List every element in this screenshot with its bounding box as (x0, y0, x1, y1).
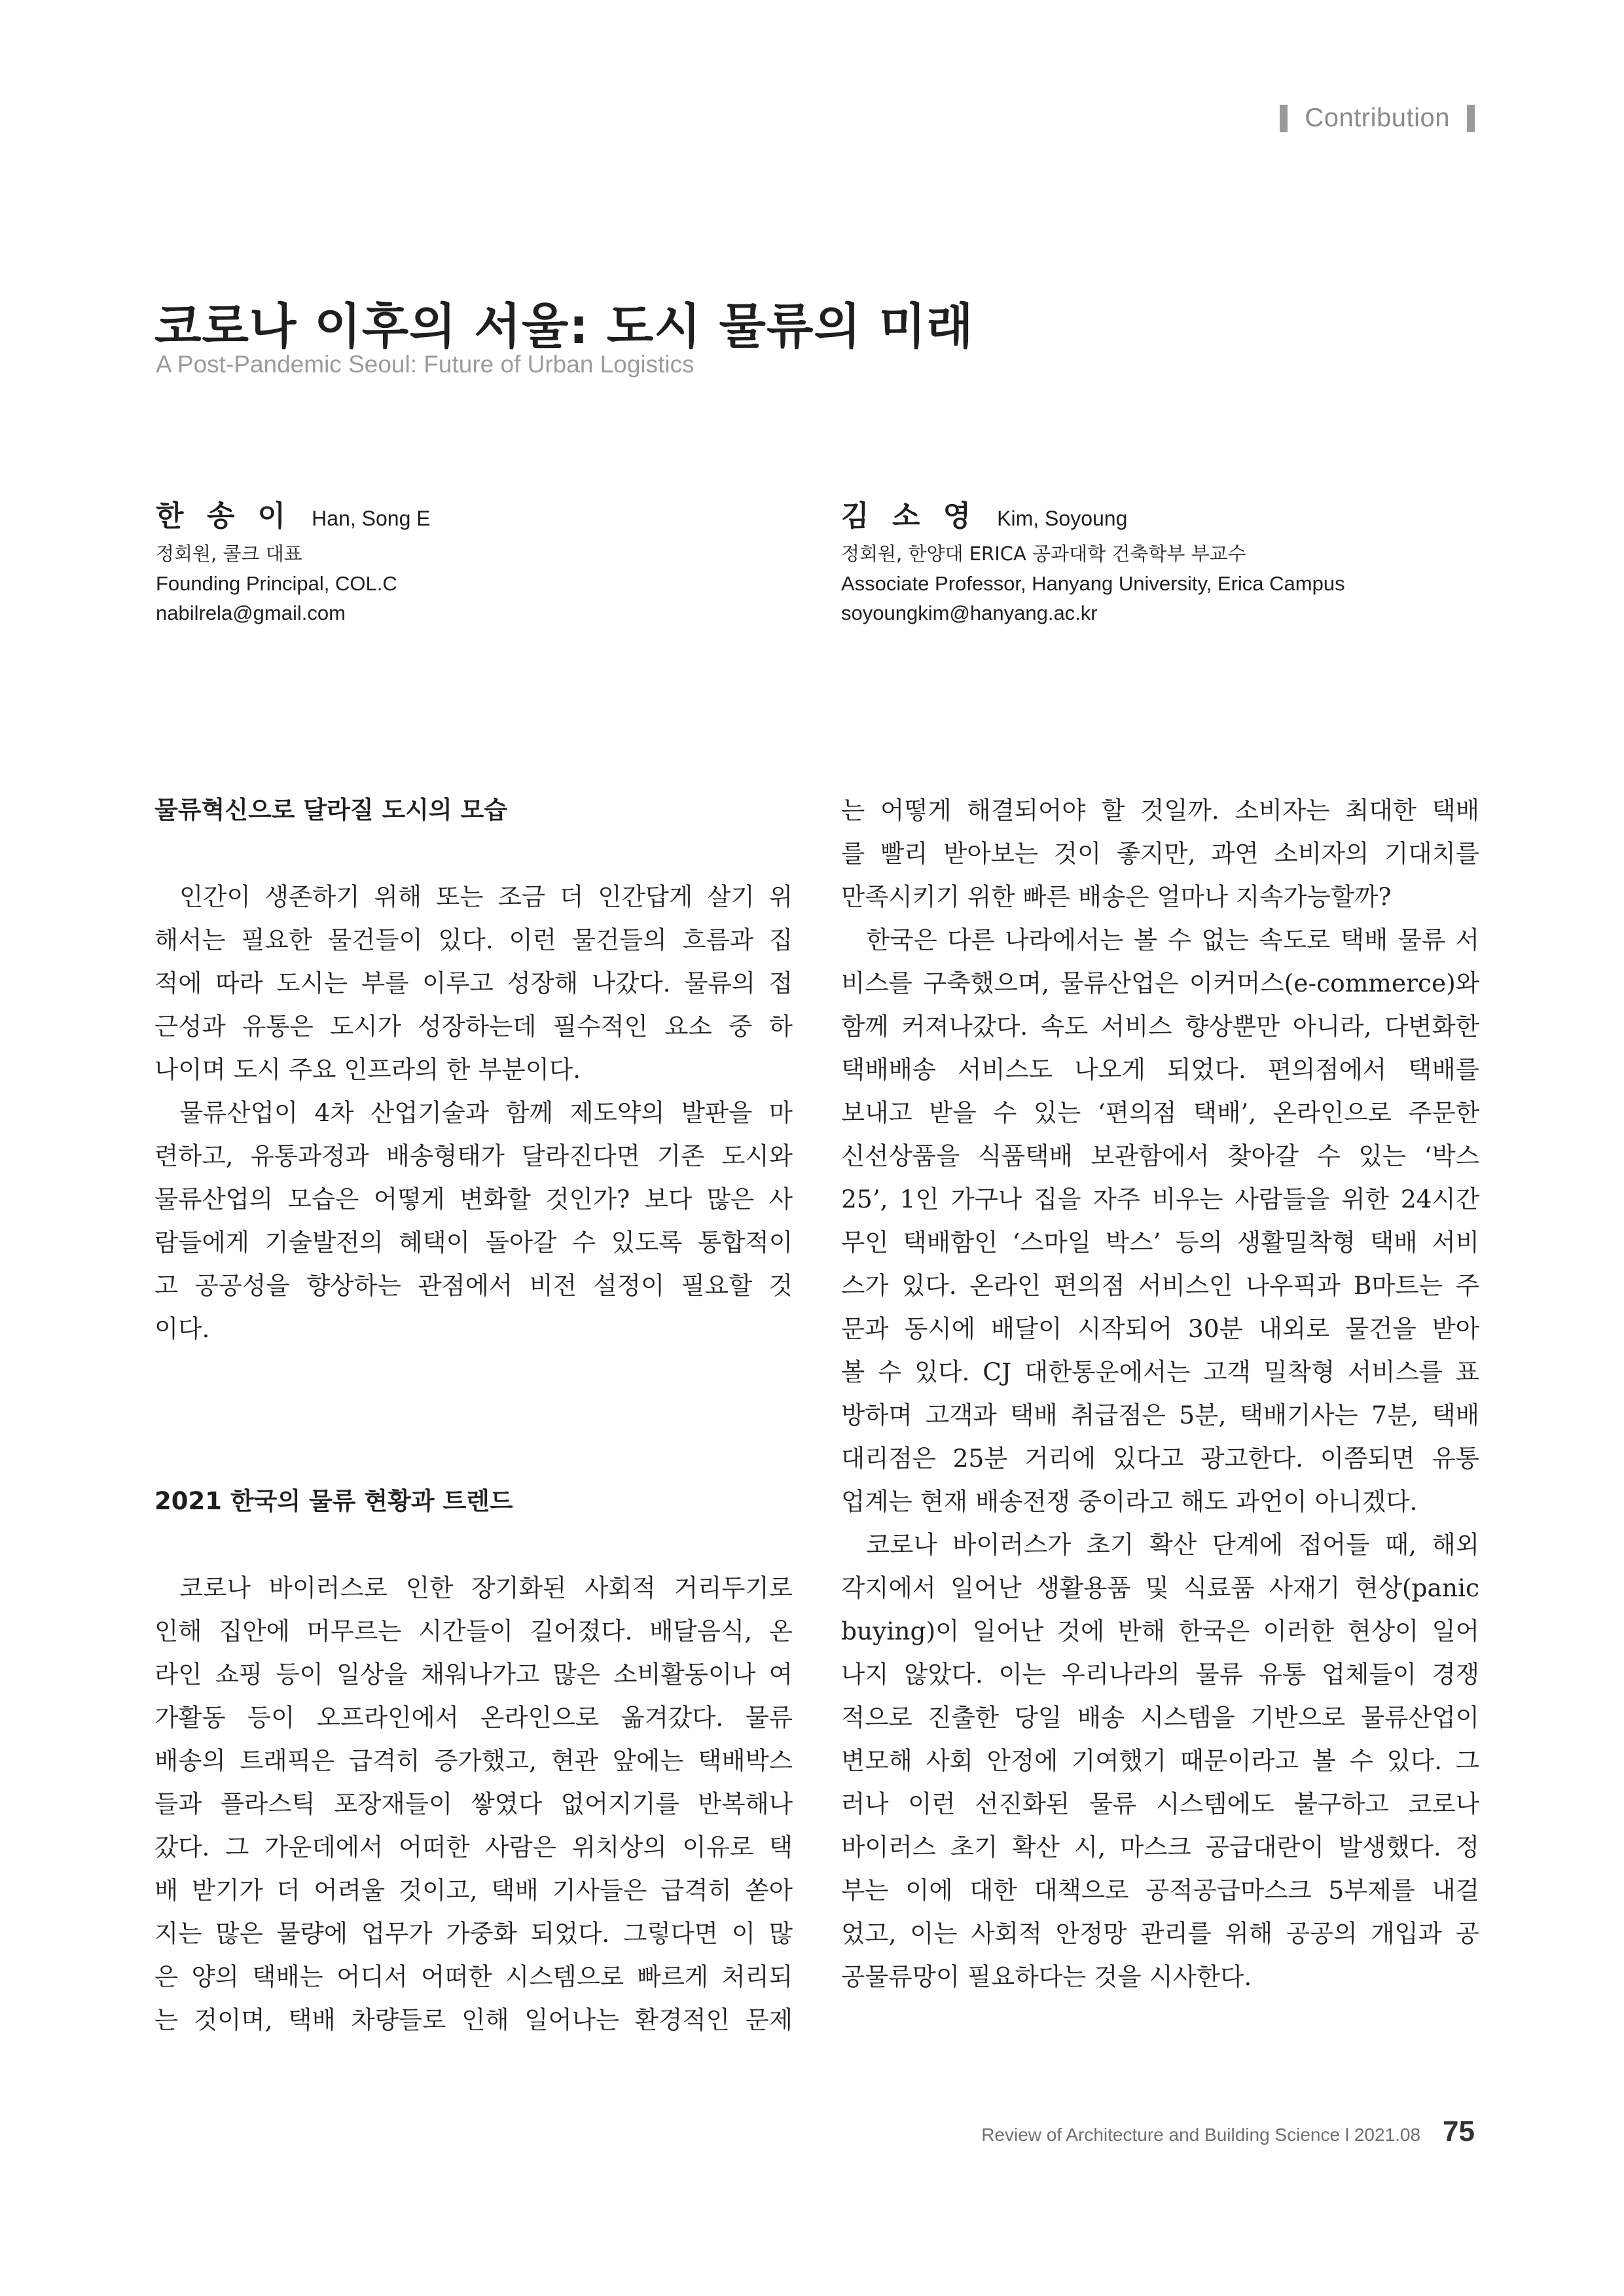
paragraph (841, 1523, 1479, 1998)
text-line: 변모해 사회 안정에 기여했기 때문이라고 볼 수 있다. 그 (841, 1746, 1479, 1775)
text-line: 나지 않았다. 이는 우리나라의 물류 유통 업체들이 경쟁 (841, 1660, 1479, 1689)
text-line: 람들에게 기술발전의 혜택이 돌아갈 수 있도록 통합적이 (154, 1228, 793, 1257)
author-korean-name: 한 송 이 (156, 499, 293, 533)
text-line: 이다. (154, 1314, 210, 1343)
section-tag (1280, 103, 1475, 133)
text-line: 스가 있다. 온라인 편의점 서비스인 나우픽과 B마트는 주 (841, 1271, 1479, 1300)
author-affiliation-kr: 정회원, 한양대 ERICA 공과대학 건축학부 부교수 (841, 543, 1246, 565)
author-affiliation-en: Associate Professor, Hanyang University, Erica Campus (841, 572, 1345, 595)
left-column (154, 789, 793, 2041)
text-line: 러나 이런 선진화된 물류 시스템에도 불구하고 코로나 (841, 1789, 1479, 1818)
text-line: 공물류망이 필요하다는 것을 시사한다. (841, 1962, 1252, 1991)
text-line: 는 어떻게 해결되어야 할 것일까. 소비자는 최대한 택배 (841, 796, 1479, 825)
article-subtitle: A Post-Pandemic Seoul: Future of Urban Logistics (156, 351, 695, 378)
author-korean-name: 김 소 영 (841, 499, 978, 533)
text-line: 25’, 1인 가구나 집을 자주 비우는 사람들을 위한 24시간 (841, 1185, 1479, 1213)
text-line: 은 양의 택배는 어디서 어떠한 시스템으로 빠르게 처리되 (154, 1962, 793, 1991)
author-english-name: Kim, Soyoung (997, 507, 1128, 530)
text-line: 문과 동시에 배달이 시작되어 30분 내외로 물건을 받아 (841, 1314, 1479, 1343)
text-line: 업계는 현재 배송전쟁 중이라고 해도 과언이 아니겠다. (841, 1487, 1418, 1516)
text-line: 물류산업의 모습은 어떻게 변화할 것인가? 보다 많은 사 (154, 1185, 793, 1213)
text-line: 만족시키기 위한 빠른 배송은 얼마나 지속가능할까? (841, 882, 1392, 911)
section-heading: 2021 한국의 물류 현황과 트렌드 (154, 1487, 513, 1515)
text-line: 를 빨리 받아보는 것이 좋지만, 과연 소비자의 기대치를 (841, 839, 1479, 868)
text-line: 비스를 구축했으며, 물류산업은 이커머스(e-commerce)와 (841, 969, 1479, 997)
article-title: 코로나 이후의 서울: 도시 물류의 미래 (154, 298, 974, 355)
text-line: 는 것이며, 택배 차량들로 인해 일어나는 환경적인 문제 (154, 2005, 793, 2034)
text-line: 라인 쇼핑 등이 일상을 채워나가고 많은 소비활동이나 여 (154, 1660, 793, 1689)
author-block (841, 492, 1345, 628)
text-line: 각지에서 일어난 생활용품 및 식료품 사재기 현상(panic (841, 1573, 1479, 1602)
text-line: 배송의 트래픽은 급격히 증가했고, 현관 앞에는 택배박스 (154, 1746, 793, 1775)
page-footer (981, 2115, 1475, 2148)
text-line: 고 공공성을 향상하는 관점에서 비전 설정이 필요할 것 (154, 1271, 793, 1300)
text-line: 코로나 바이러스가 초기 확산 단계에 접어들 때, 해외 (866, 1530, 1479, 1559)
author-english-name: Han, Song E (312, 507, 431, 530)
right-column (841, 789, 1479, 1998)
text-line: 택배배송 서비스도 나오게 되었다. 편의점에서 택배를 (841, 1055, 1479, 1084)
text-line: 부는 이에 대한 대책으로 공적공급마스크 5부제를 내걸 (841, 1876, 1479, 1905)
paragraph (841, 789, 1479, 918)
text-line: 방하며 고객과 택배 취급점은 5분, 택배기사는 7분, 택배 (841, 1401, 1479, 1429)
text-line: 바이러스 초기 확산 시, 마스크 공급대란이 발생했다. 정 (841, 1833, 1479, 1861)
text-line: 무인 택배함인 ‘스마일 박스’ 등의 생활밀착형 택배 서비 (841, 1228, 1479, 1257)
paragraph (841, 918, 1479, 1523)
page-number: 75 (1443, 2115, 1475, 2147)
text-line: 물류산업이 4차 산업기술과 함께 제도약의 발판을 마 (179, 1098, 793, 1127)
text-line: 련하고, 유통과정과 배송형태가 달라진다면 기존 도시와 (154, 1141, 793, 1170)
text-line: 나이며 도시 주요 인프라의 한 부분이다. (154, 1055, 581, 1084)
text-line: 들과 플라스틱 포장재들이 쌓였다 없어지기를 반복해나 (154, 1789, 793, 1818)
journal-info: Review of Architecture and Building Science l 2021.08 (981, 2125, 1421, 2145)
author-email: nabilrela@gmail.com (156, 601, 346, 624)
text-line: 한국은 다른 나라에서는 볼 수 없는 속도로 택배 물류 서 (866, 925, 1479, 954)
text-line: 대리점은 25분 거리에 있다고 광고한다. 이쯤되면 유통 (841, 1444, 1479, 1473)
text-line: 근성과 유통은 도시가 성장하는데 필수적인 요소 중 하 (154, 1012, 793, 1041)
text-line: 볼 수 있다. CJ 대한통운에서는 고객 밀착형 서비스를 표 (841, 1357, 1479, 1386)
text-line: buying)이 일어난 것에 반해 한국은 이러한 현상이 일어 (841, 1617, 1479, 1645)
author-affiliation-kr: 정회원, 콜크 대표 (156, 543, 302, 565)
text-line: 인해 집안에 머무르는 시간들이 길어졌다. 배달음식, 온 (154, 1617, 793, 1645)
text-line: 적에 따라 도시는 부를 이루고 성장해 나갔다. 물류의 접 (154, 969, 793, 997)
paragraph (154, 875, 793, 1091)
text-line: 었고, 이는 사회적 안정망 관리를 위해 공공의 개입과 공 (841, 1919, 1479, 1948)
paragraph (154, 1091, 793, 1350)
text-line: 인간이 생존하기 위해 또는 조금 더 인간답게 살기 위 (179, 882, 793, 911)
tag-bar-left (1280, 105, 1288, 132)
text-line: 신선상품을 식품택배 보관함에서 찾아갈 수 있는 ‘박스 (841, 1141, 1479, 1170)
text-line: 지는 많은 물량에 업무가 가중화 되었다. 그렇다면 이 많 (154, 1919, 793, 1948)
text-line: 배 받기가 더 어려울 것이고, 택배 기사들은 급격히 쏟아 (154, 1876, 793, 1905)
text-line: 적으로 진출한 당일 배송 시스템을 기반으로 물류산업이 (841, 1703, 1479, 1732)
text-line: 보내고 받을 수 있는 ‘편의점 택배’, 온라인으로 주문한 (841, 1098, 1479, 1127)
paragraph (154, 1566, 793, 2041)
text-line: 갔다. 그 가운데에서 어떠한 사람은 위치상의 이유로 택 (154, 1833, 793, 1861)
author-email: soyoungkim@hanyang.ac.kr (841, 601, 1098, 624)
tag-bar-right (1467, 105, 1475, 132)
text-line: 가활동 등이 오프라인에서 온라인으로 옮겨갔다. 물류 (154, 1703, 793, 1732)
author-block (156, 492, 431, 628)
text-line: 코로나 바이러스로 인한 장기화된 사회적 거리두기로 (179, 1573, 793, 1602)
text-line: 해서는 필요한 물건들이 있다. 이런 물건들의 흐름과 집 (154, 925, 793, 954)
text-line: 함께 커져나갔다. 속도 서비스 향상뿐만 아니라, 다변화한 (841, 1012, 1479, 1041)
section-heading: 물류혁신으로 달라질 도시의 모습 (154, 796, 508, 824)
section-tag-label: Contribution (1305, 103, 1450, 132)
author-affiliation-en: Founding Principal, COL.C (156, 572, 397, 595)
